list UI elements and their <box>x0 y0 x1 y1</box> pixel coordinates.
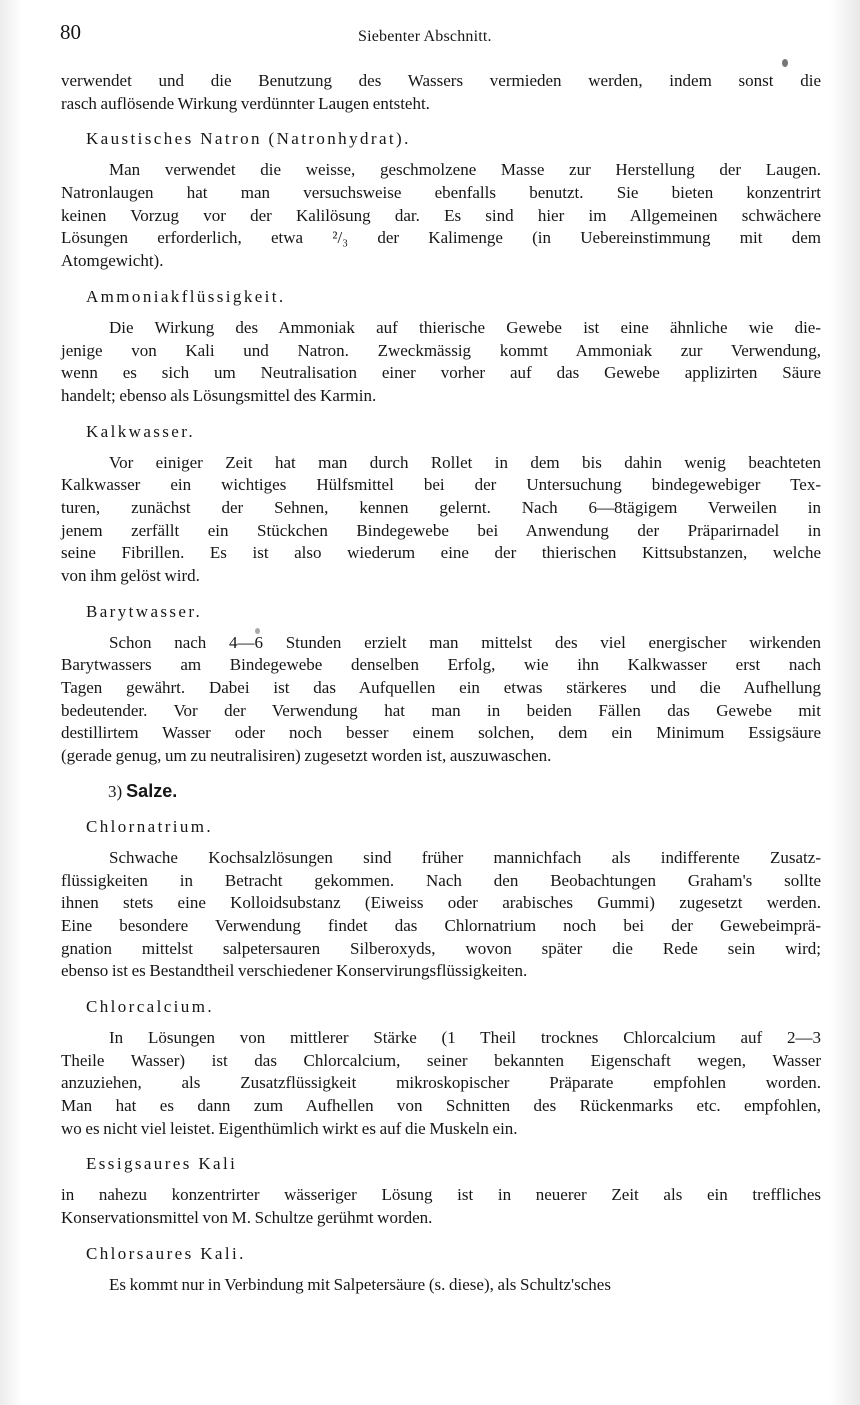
section-title: Salze. <box>126 780 178 801</box>
paragraph <box>61 1274 821 1297</box>
paragraph <box>61 1027 821 1140</box>
subsection-heading: Kaustisches Natron (Natronhydrat). <box>86 129 411 149</box>
text-line: jenem zerfällt ein Stückchen Bindegewebe bei Anwendung der Präparirnadel in <box>61 520 821 540</box>
running-title: Siebenter Abschnitt. <box>358 28 492 45</box>
subsection-heading: Essigsaures Kali <box>86 1154 238 1174</box>
text-line: in nahezu konzentrirter wässeriger Lösung ist in neuerer Zeit als ein treffliches <box>61 1185 821 1205</box>
text-line: ebenso ist es Bestandtheil verschiedener Konservirungsflüssigkeiten. <box>61 961 528 981</box>
text-line: verwendet und die Benutzung des Wassers vermieden werden, indem sonst die <box>61 71 821 90</box>
subsection-heading: Chlorsaures Kali. <box>86 1243 246 1263</box>
paragraph <box>61 452 821 588</box>
text-line: rasch auflösende Wirkung verdünnter Laugen entsteht. <box>61 93 430 113</box>
paragraph <box>61 1184 821 1229</box>
page-edge-shadow-left <box>0 0 22 1405</box>
text-line: Die Wirkung des Ammoniak auf thierische Gewebe ist eine ähnliche wie die- <box>109 317 821 337</box>
text-line: wenn es sich um Neutralisation einer vorher auf das Gewebe applizirten Säure <box>61 363 821 383</box>
text-line: ihnen stets eine Kolloidsubstanz (Eiweiss oder arabisches Gummi) zugesetzt werden. <box>61 893 821 913</box>
text-line: jenige von Kali und Natron. Zweckmässig kommt Ammoniak zur Verwendung, <box>61 340 821 360</box>
text-line: seine Fibrillen. Es ist also wiederum eine der thierischen Kittsubstanzen, welche <box>61 543 821 563</box>
text-line: handelt; ebenso als Lösungsmittel des Karmin. <box>61 385 377 405</box>
text-line: Vor einiger Zeit hat man durch Rollet in dem bis dahin wenig beachteten <box>109 452 821 472</box>
text-line: bedeutender. Vor der Verwendung hat man in beiden Fällen das Gewebe mit <box>61 700 821 720</box>
text-line: von ihm gelöst wird. <box>61 566 200 585</box>
text-line: Barytwassers am Bindegewebe denselben Erfolg, wie ihn Kalkwasser erst nach <box>61 655 821 675</box>
paragraph <box>61 70 821 115</box>
text-line: flüssigkeiten in Betracht gekommen. Nach den Beobachtungen Graham's sollte <box>61 870 821 890</box>
text-line: (gerade genug, um zu neutralisiren) zugesetzt worden ist, auszuwaschen. <box>61 746 552 766</box>
subsection-heading: Chlorcalcium. <box>86 996 214 1016</box>
text-line: Man hat es dann zum Aufhellen von Schnitten des Rückenmarks etc. empfohlen, <box>61 1096 821 1115</box>
paragraph <box>61 317 821 408</box>
text-line: wo es nicht viel leistet. Eigenthümlich wirkt es auf die Muskeln ein. <box>61 1118 518 1138</box>
text-line: Atomgewicht). <box>61 251 164 271</box>
subsection-heading: Chlornatrium. <box>86 816 214 836</box>
text-line: Lösungen erforderlich, etwa ²/₃ der Kalimenge (in Uebereinstimmung mit dem <box>61 228 821 248</box>
running-head <box>60 20 830 50</box>
text-line: Tagen gewährt. Dabei ist das Aufquellen ein etwas stärkeres und die Aufhellung <box>61 678 821 698</box>
text-line: Kalkwasser ein wichtiges Hülfsmittel bei der Untersuchung bindegewebiger Tex- <box>61 475 821 495</box>
text-line: turen, zunächst der Sehnen, kennen gelernt. Nach 6—8tägigem Verweilen in <box>61 497 821 517</box>
text-line: Schon nach 4—6 Stunden erzielt man mittelst des viel energischer wirkenden <box>109 632 821 652</box>
text-line: destillirtem Wasser oder noch besser einem solchen, dem ein Minimum Essigsäure <box>61 723 821 743</box>
subsection-heading: Kalkwasser. <box>86 421 196 441</box>
text-line: anzuziehen, als Zusatzflüssigkeit mikroskopischer Präparate empfohlen worden. <box>61 1073 821 1093</box>
paragraph <box>61 847 821 983</box>
text-line: Man verwendet die weisse, geschmolzene Masse zur Herstellung der Laugen. <box>109 160 821 180</box>
text-line: keinen Vorzug vor der Kalilösung dar. Es sind hier im Allgemeinen schwächere <box>61 205 821 225</box>
section-number: 3) <box>108 781 123 801</box>
text-line: Eine besondere Verwendung findet das Chlornatrium noch bei der Gewebeimprä- <box>61 915 821 935</box>
page-number: 80 <box>60 20 81 44</box>
text-line: Es kommt nur in Verbindung mit Salpetersäure (s. diese), als Schultz'sches <box>109 1274 611 1294</box>
text-line: In Lösungen von mittlerer Stärke (1 Theil trocknes Chlorcalcium auf 2—3 <box>109 1027 821 1047</box>
section-heading <box>108 780 821 803</box>
paragraph <box>61 632 821 768</box>
ink-speck <box>782 59 788 67</box>
text-line: Theile Wasser) ist das Chlorcalcium, seiner bekannten Eigenschaft wegen, Wasser <box>61 1050 821 1070</box>
text-line: Schwache Kochsalzlösungen sind früher mannichfach als indifferente Zusatz- <box>109 847 821 867</box>
subsection-heading: Barytwasser. <box>86 601 203 621</box>
text-line: gnation mittelst salpetersauren Silberoxyds, wovon später die Rede sein wird; <box>61 938 821 958</box>
text-line: Konservationsmittel von M. Schultze gerühmt worden. <box>61 1208 433 1228</box>
page-edge-shadow-right <box>830 0 860 1405</box>
text-line: Natronlaugen hat man versuchsweise ebenfalls benutzt. Sie bieten konzentrirt <box>61 183 821 203</box>
page-body <box>61 70 821 1296</box>
paragraph <box>61 159 821 272</box>
subsection-heading: Ammoniakflüssigkeit. <box>86 286 286 306</box>
